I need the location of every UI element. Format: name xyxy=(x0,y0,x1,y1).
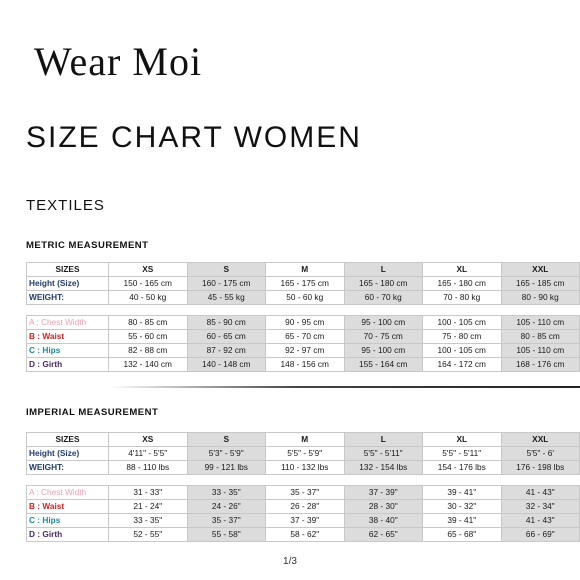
table-header-row xyxy=(27,433,580,447)
table-cell: 37 - 39" xyxy=(266,514,345,528)
table-cell: 85 - 90 cm xyxy=(187,316,266,330)
table-cell: 92 - 97 cm xyxy=(266,344,345,358)
row-label: A : Chest Width xyxy=(27,316,109,330)
table-row xyxy=(27,500,580,514)
table-cell: 176 - 198 lbs xyxy=(501,461,580,475)
page-title: SIZE CHART WOMEN xyxy=(26,121,362,154)
row-label: C : Hips xyxy=(27,514,109,528)
table-cell: 65 - 70 cm xyxy=(266,330,345,344)
column-header: XS xyxy=(109,263,188,277)
metric-heading: METRIC MEASUREMENT xyxy=(26,240,149,251)
table-cell: 80 - 90 kg xyxy=(501,291,580,305)
imperial-heading: IMPERIAL MEASUREMENT xyxy=(26,407,159,418)
table-cell: 33 - 35" xyxy=(187,486,266,500)
table-cell: 35 - 37" xyxy=(266,486,345,500)
table-cell: 37 - 39" xyxy=(344,486,423,500)
table-row xyxy=(27,447,580,461)
table-cell: 164 - 172 cm xyxy=(423,358,502,372)
row-label: D : Girth xyxy=(27,358,109,372)
table-cell: 75 - 80 cm xyxy=(423,330,502,344)
table-cell: 55 - 58" xyxy=(187,528,266,542)
row-label: B : Waist xyxy=(27,500,109,514)
table-header-row xyxy=(27,263,580,277)
table-cell: 82 - 88 cm xyxy=(109,344,188,358)
page-number: 1/3 xyxy=(283,556,297,567)
table-row xyxy=(27,514,580,528)
table-cell: 148 - 156 cm xyxy=(266,358,345,372)
table-row xyxy=(27,344,580,358)
table-cell: 30 - 32" xyxy=(423,500,502,514)
table-cell: 24 - 26" xyxy=(187,500,266,514)
table-cell: 45 - 55 kg xyxy=(187,291,266,305)
table-cell: 58 - 62" xyxy=(266,528,345,542)
column-header: XL xyxy=(423,433,502,447)
table-row xyxy=(27,291,580,305)
table-cell: 105 - 110 cm xyxy=(501,344,580,358)
table-cell: 4'11" - 5'5" xyxy=(109,447,188,461)
row-label: D : Girth xyxy=(27,528,109,542)
row-label: A : Chest Width xyxy=(27,486,109,500)
table-row xyxy=(27,358,580,372)
table-cell: 39 - 41" xyxy=(423,514,502,528)
row-label: WEIGHT: xyxy=(27,461,109,475)
table-cell: 40 - 50 kg xyxy=(109,291,188,305)
column-header: SIZES xyxy=(27,433,109,447)
table-cell: 32 - 34" xyxy=(501,500,580,514)
table-cell: 100 - 105 cm xyxy=(423,344,502,358)
table-cell: 95 - 100 cm xyxy=(344,316,423,330)
table-cell: 52 - 55" xyxy=(109,528,188,542)
table-cell: 160 - 175 cm xyxy=(187,277,266,291)
table-cell: 5'5" - 5'11" xyxy=(344,447,423,461)
table-cell: 5'3" - 5'9" xyxy=(187,447,266,461)
column-header: M xyxy=(266,263,345,277)
metric-size-table xyxy=(26,262,580,372)
column-header: S xyxy=(187,433,266,447)
section-divider xyxy=(110,386,580,388)
table-cell: 39 - 41" xyxy=(423,486,502,500)
table-cell: 165 - 175 cm xyxy=(266,277,345,291)
table-cell: 50 - 60 kg xyxy=(266,291,345,305)
column-header: XL xyxy=(423,263,502,277)
table-cell: 26 - 28" xyxy=(266,500,345,514)
table-cell: 150 - 165 cm xyxy=(109,277,188,291)
table-cell: 99 - 121 lbs xyxy=(187,461,266,475)
table-cell: 95 - 100 cm xyxy=(344,344,423,358)
column-header: SIZES xyxy=(27,263,109,277)
table-row xyxy=(27,461,580,475)
table-cell: 31 - 33" xyxy=(109,486,188,500)
table-cell: 105 - 110 cm xyxy=(501,316,580,330)
table-cell: 154 - 176 lbs xyxy=(423,461,502,475)
table-cell: 88 - 110 lbs xyxy=(109,461,188,475)
table-cell: 38 - 40" xyxy=(344,514,423,528)
table-spacer-row xyxy=(27,305,580,316)
table-cell: 110 - 132 lbs xyxy=(266,461,345,475)
table-cell: 80 - 85 cm xyxy=(501,330,580,344)
table-cell: 62 - 65" xyxy=(344,528,423,542)
row-label: Height (Size) xyxy=(27,447,109,461)
table-cell: 132 - 140 cm xyxy=(109,358,188,372)
table-row xyxy=(27,277,580,291)
table-row xyxy=(27,316,580,330)
table-cell: 60 - 70 kg xyxy=(344,291,423,305)
row-label: Height (Size) xyxy=(27,277,109,291)
table-cell: 132 - 154 lbs xyxy=(344,461,423,475)
table-cell: 140 - 148 cm xyxy=(187,358,266,372)
table-cell: 165 - 185 cm xyxy=(501,277,580,291)
table-cell: 90 - 95 cm xyxy=(266,316,345,330)
table-cell: 100 - 105 cm xyxy=(423,316,502,330)
table-cell: 35 - 37" xyxy=(187,514,266,528)
column-header: XXL xyxy=(501,433,580,447)
row-label: B : Waist xyxy=(27,330,109,344)
brand-logo: Wear Moi xyxy=(34,39,203,84)
row-label: C : Hips xyxy=(27,344,109,358)
table-cell: 60 - 65 cm xyxy=(187,330,266,344)
column-header: L xyxy=(344,263,423,277)
table-row xyxy=(27,330,580,344)
imperial-size-table xyxy=(26,432,580,542)
table-cell: 55 - 60 cm xyxy=(109,330,188,344)
table-cell: 41 - 43" xyxy=(501,486,580,500)
table-cell: 70 - 80 kg xyxy=(423,291,502,305)
table-cell: 155 - 164 cm xyxy=(344,358,423,372)
table-cell: 80 - 85 cm xyxy=(109,316,188,330)
column-header: XS xyxy=(109,433,188,447)
table-cell: 41 - 43" xyxy=(501,514,580,528)
table-cell: 21 - 24" xyxy=(109,500,188,514)
table-cell: 165 - 180 cm xyxy=(423,277,502,291)
table-cell: 65 - 68" xyxy=(423,528,502,542)
column-header: M xyxy=(266,433,345,447)
table-row xyxy=(27,486,580,500)
table-cell: 28 - 30" xyxy=(344,500,423,514)
table-cell: 165 - 180 cm xyxy=(344,277,423,291)
table-row xyxy=(27,528,580,542)
column-header: L xyxy=(344,433,423,447)
table-cell: 70 - 75 cm xyxy=(344,330,423,344)
table-spacer-row xyxy=(27,475,580,486)
table-cell: 5'5" - 5'11" xyxy=(423,447,502,461)
table-cell: 66 - 69" xyxy=(501,528,580,542)
table-cell: 5'5" - 6' xyxy=(501,447,580,461)
table-cell: 168 - 176 cm xyxy=(501,358,580,372)
column-header: S xyxy=(187,263,266,277)
column-header: XXL xyxy=(501,263,580,277)
table-cell: 87 - 92 cm xyxy=(187,344,266,358)
row-label: WEIGHT: xyxy=(27,291,109,305)
table-cell: 5'5" - 5'9" xyxy=(266,447,345,461)
section-heading: TEXTILES xyxy=(26,197,105,214)
table-cell: 33 - 35" xyxy=(109,514,188,528)
